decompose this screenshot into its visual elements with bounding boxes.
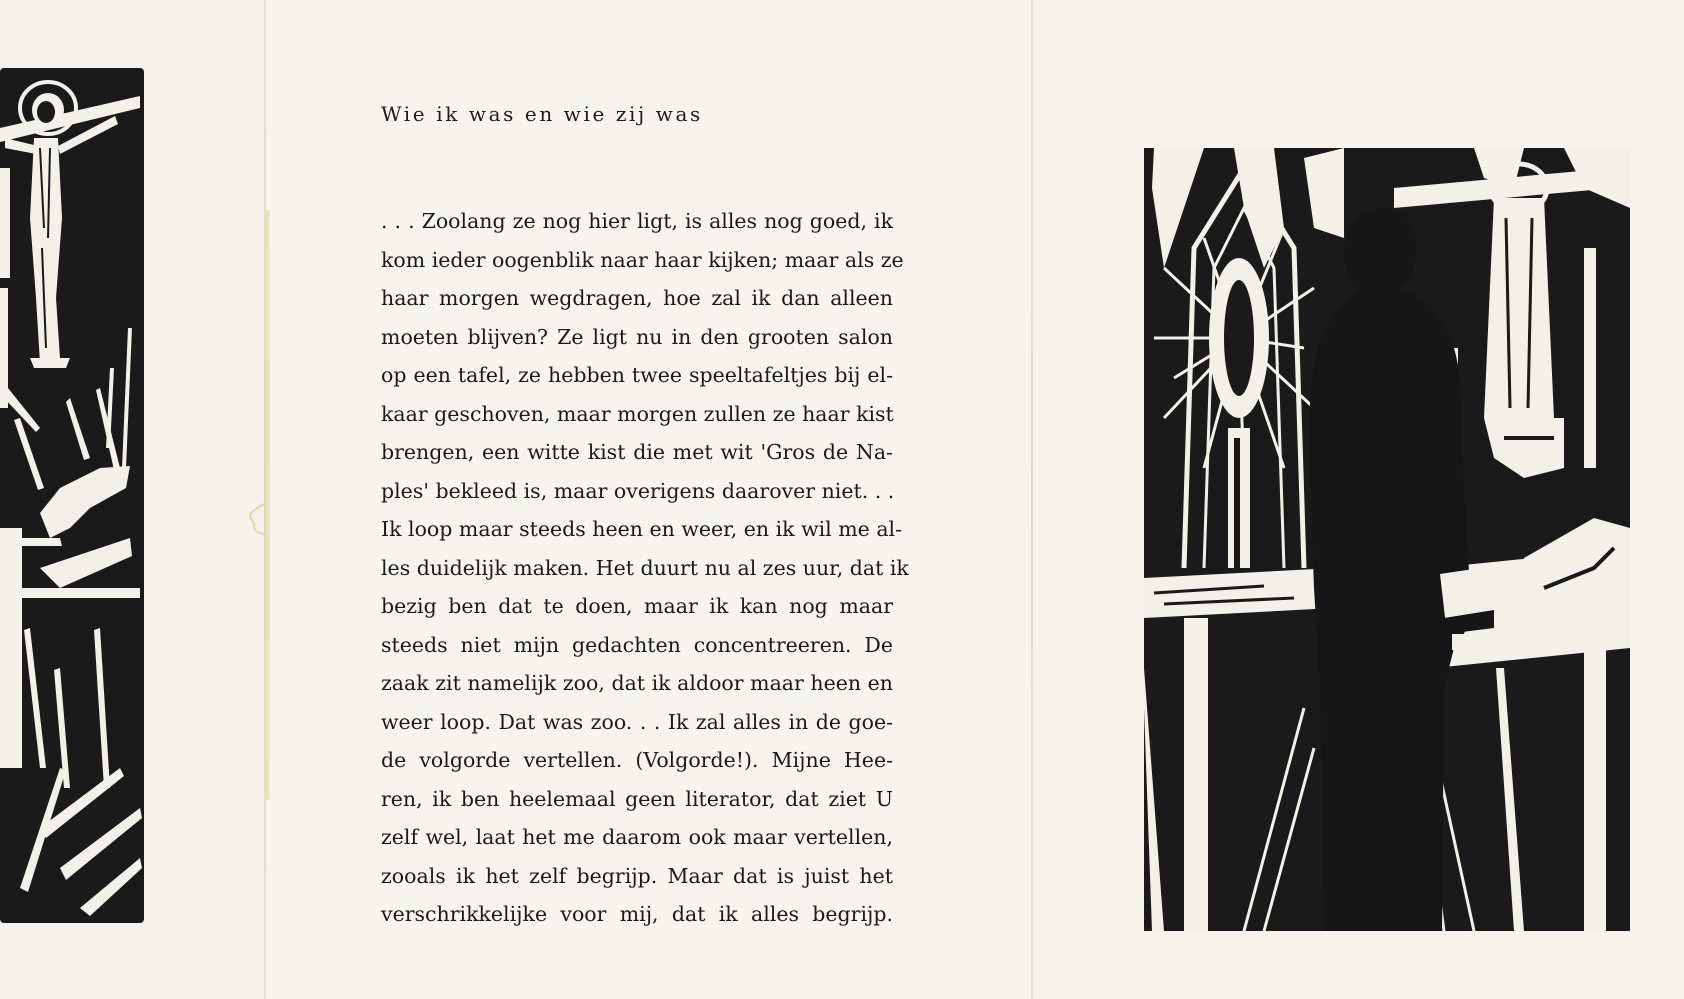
- text-line: kom ieder oogenblik naar haar kijken; maar als ze: [381, 247, 904, 272]
- text-line: Ik loop maar steeds heen en weer, en ik wil me al-: [381, 517, 903, 541]
- text-line: op een tafel, ze hebben twee speeltafeltjes bij el-: [381, 363, 893, 387]
- binding-thread-knot: [244, 502, 266, 536]
- text-line: zelf wel, laat het me daarom ook maar vertellen,: [381, 825, 893, 849]
- text-line: brengen, een witte kist die met wit 'Gros de Na-: [381, 440, 893, 464]
- left-woodcut-illustration: [0, 68, 146, 923]
- page-title: Wie ik was en wie zij was: [381, 102, 703, 126]
- text-line: moeten blijven? Ze ligt nu in den grooten salon: [381, 324, 893, 349]
- text-line: bezig ben dat te doen, maar ik kan nog maar: [381, 594, 893, 618]
- text-line: . . . Zoolang ze nog hier ligt, is alles nog goed, ik: [381, 209, 893, 233]
- page-fold-right: [1031, 0, 1033, 999]
- body-text: [381, 202, 909, 934]
- right-woodcut-illustration: [1144, 148, 1630, 931]
- text-line: les duidelijk maken. Het duurt nu al zes uur, dat ik: [381, 555, 909, 580]
- text-line: haar morgen wegdragen, hoe zal ik dan alleen: [381, 286, 893, 310]
- text-line: ples' bekleed is, maar overigens daarover niet. . .: [381, 478, 895, 503]
- binding-thread: [266, 210, 270, 800]
- text-line: steeds niet mijn gedachten concentreeren. De: [381, 632, 893, 657]
- text-line: weer loop. Dat was zoo. . . Ik zal alles in de goe-: [381, 709, 893, 734]
- text-line: ren, ik ben heelemaal geen literator, dat ziet U: [381, 786, 893, 811]
- text-line: zooals ik het zelf begrijp. Maar dat is juist het: [381, 863, 893, 888]
- text-line: kaar geschoven, maar morgen zullen ze haar kist: [381, 401, 894, 426]
- text-line: de volgorde vertellen. (Volgorde!). Mijne Hee-: [381, 748, 893, 772]
- text-line: zaak zit namelijk zoo, dat ik aldoor maar heen en: [381, 671, 893, 695]
- text-line: verschrikkelijke voor mij, dat ik alles begrijp.: [381, 902, 893, 926]
